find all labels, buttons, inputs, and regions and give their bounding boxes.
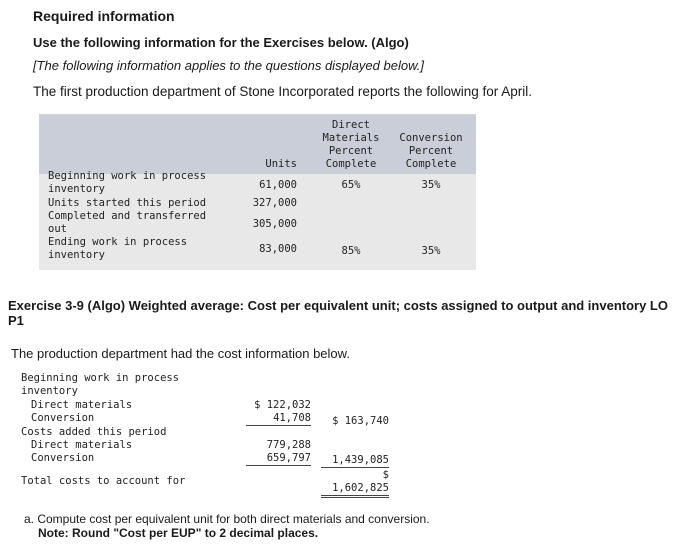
row-ewip-dm: 85% <box>341 245 361 257</box>
cost-total-label: Total costs to account for <box>21 475 186 487</box>
row-bwip-label-1: Beginning work in process <box>48 170 207 182</box>
task-a-note: Note: Round "Cost per EUP" to 2 decimal places. <box>38 526 319 540</box>
header-units: Units <box>265 158 297 170</box>
row-started-label: Units started this period <box>48 197 207 209</box>
row-completed-units: 305,000 <box>252 218 297 230</box>
header-dm-2: Materials <box>322 132 380 144</box>
header-conv-3: Complete <box>405 158 457 170</box>
production-intro: The first production department of Stone Incorporated reports the following for April. <box>33 84 533 99</box>
applies-note: [The following information applies to the questions displayed below.] <box>33 58 424 73</box>
cost-table <box>21 372 421 492</box>
cost-bwip-label-2: inventory <box>21 385 78 397</box>
row-ewip-label-1: Ending work in process <box>48 236 188 248</box>
header-conv-1: Conversion <box>399 132 463 144</box>
header-dm-4: Complete <box>325 158 377 170</box>
task-a <box>24 512 684 540</box>
cost-total-value: 1,602,825 <box>321 482 389 498</box>
row-bwip-units: 61,000 <box>259 179 297 191</box>
header-dm-1: Direct <box>332 119 370 131</box>
row-ewip-units: 83,000 <box>259 243 297 255</box>
header-conv-2: Percent <box>408 145 454 157</box>
row-bwip-label-2: inventory <box>48 183 105 195</box>
cost-added-conv: 659,797 <box>246 452 311 466</box>
row-ewip-label-2: inventory <box>48 249 105 261</box>
cost-intro: The production department had the cost information below. <box>11 346 350 361</box>
cost-bwip-dm-label: Direct materials <box>31 399 133 411</box>
cost-bwip-conv: 41,708 <box>246 412 311 426</box>
cost-added-label: Costs added this period <box>21 426 167 438</box>
row-ewip-conv: 35% <box>421 245 441 257</box>
cost-added-dm: 779,288 <box>266 439 311 451</box>
cost-bwip-total: $ 163,740 <box>332 415 389 427</box>
use-info-text: Use the following information for the Exercises below. (Algo) <box>33 35 409 50</box>
row-completed-label-1: Completed and transferred <box>48 210 207 222</box>
task-a-text: a. Compute cost per equivalent unit for both direct materials and conversion. <box>24 512 430 526</box>
cost-bwip-dm: $ 122,032 <box>254 399 311 411</box>
cost-bwip-label-1: Beginning work in process <box>21 372 180 384</box>
row-bwip-dm: 65% <box>341 179 361 191</box>
exercise-title: Exercise 3-9 (Algo) Weighted average: Cost per equivalent unit; costs assigned to output and inventory LO P1 <box>8 298 668 328</box>
cost-added-conv-label: Conversion <box>31 452 95 464</box>
cost-added-total: 1,439,085 <box>321 454 389 468</box>
cost-bwip-conv-label: Conversion <box>31 412 95 424</box>
required-info-title: Required information <box>33 8 175 24</box>
row-bwip-conv: 35% <box>421 179 441 191</box>
row-started-units: 327,000 <box>252 197 297 209</box>
cost-total-dollar: $ <box>382 469 389 481</box>
header-dm-3: Percent <box>328 145 374 157</box>
cost-added-dm-label: Direct materials <box>31 439 133 451</box>
row-completed-label-2: out <box>48 223 67 235</box>
production-table <box>39 114 476 270</box>
